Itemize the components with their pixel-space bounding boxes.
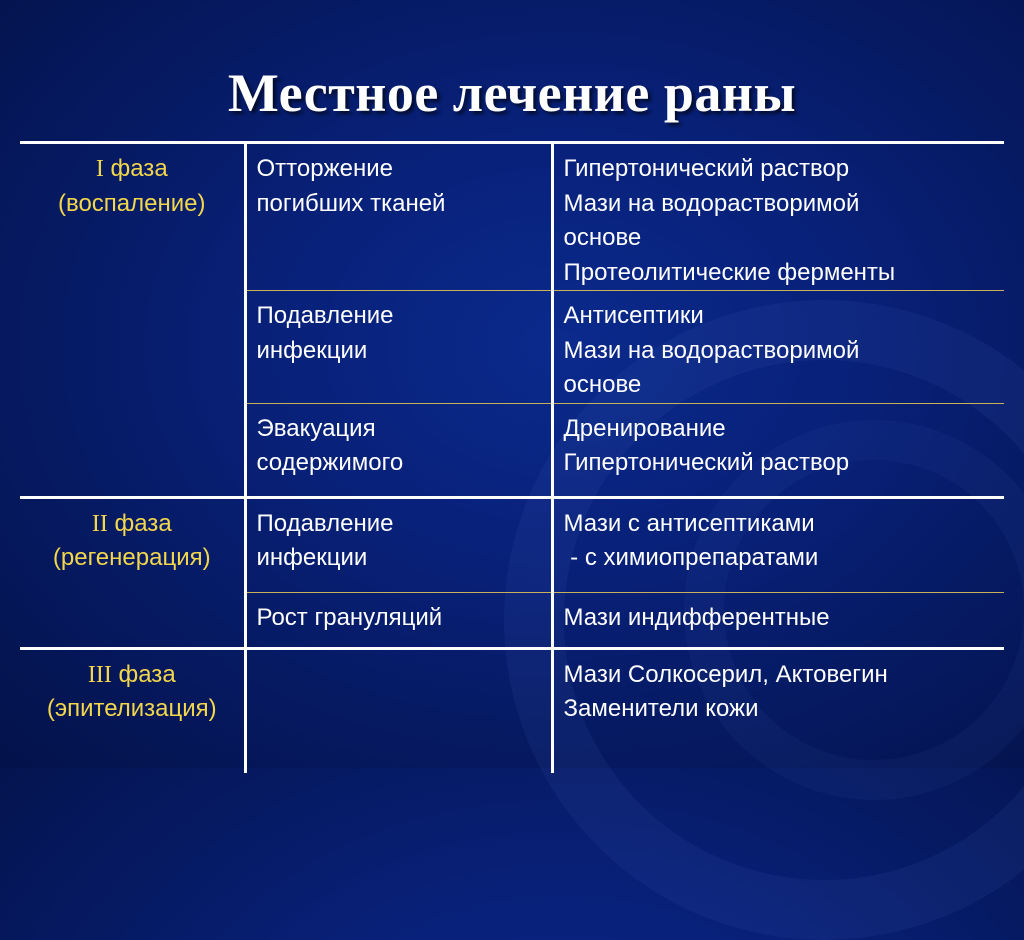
means-cell	[552, 403, 1004, 497]
phase-roman: I	[95, 156, 104, 182]
means-line: Мази с антисептиками	[563, 509, 815, 537]
means-cell	[552, 592, 1004, 648]
phase-word: фаза	[118, 660, 176, 688]
task-cell-empty	[245, 648, 552, 773]
means-line: основе	[563, 224, 642, 251]
task-line: Рост грануляций	[256, 603, 443, 631]
phase-cell-1	[20, 143, 245, 498]
means-cell	[552, 648, 1004, 773]
task-line: Подавление	[256, 509, 394, 537]
means-line: Антисептики	[563, 302, 704, 329]
means-line: основе	[563, 371, 642, 398]
table-row	[20, 143, 1004, 291]
task-cell	[245, 143, 552, 291]
means-line: Мази индифферентные	[563, 603, 830, 631]
phase-cell-2	[20, 497, 245, 648]
task-line: Отторжение	[256, 155, 393, 182]
means-line: Мази на водорастворимой	[563, 336, 860, 364]
task-cell	[245, 592, 552, 648]
phase-subtitle: (воспаление)	[57, 189, 206, 217]
phase-word: фаза	[110, 155, 168, 182]
means-line: Гипертонический раствор	[563, 155, 850, 182]
means-line: Заменители кожи	[563, 695, 759, 722]
phase-cell-3	[20, 648, 245, 773]
task-cell	[245, 291, 552, 404]
means-line: - с химиопрепаратами	[563, 544, 819, 571]
task-line: Эвакуация	[256, 414, 376, 442]
means-cell	[552, 143, 1004, 291]
task-line: инфекции	[256, 544, 368, 571]
task-line: содержимого	[256, 449, 404, 476]
slide-title: Местное лечение раны	[227, 63, 797, 123]
task-cell	[245, 497, 552, 592]
means-cell	[552, 291, 1004, 404]
means-cell	[552, 497, 1004, 592]
table-row	[20, 648, 1004, 773]
means-line: Протеолитические ферменты	[563, 258, 896, 286]
task-line: погибших тканей	[256, 189, 446, 217]
treatment-table	[20, 141, 1004, 773]
phase-subtitle: (эпителизация)	[46, 695, 217, 722]
task-cell	[245, 403, 552, 497]
means-line: Мази на водорастворимой	[563, 189, 860, 217]
means-line: Гипертонический раствор	[563, 449, 850, 476]
task-line: Подавление	[256, 302, 394, 329]
phase-subtitle: (регенерация)	[52, 544, 211, 571]
phase-roman: II	[91, 510, 108, 537]
table-row	[20, 497, 1004, 592]
task-line: инфекции	[256, 336, 368, 364]
means-line: Дренирование	[563, 414, 726, 442]
phase-word: фаза	[114, 509, 172, 537]
phase-roman: III	[87, 661, 112, 688]
means-line: Мази Солкосерил, Актовегин	[563, 660, 888, 688]
